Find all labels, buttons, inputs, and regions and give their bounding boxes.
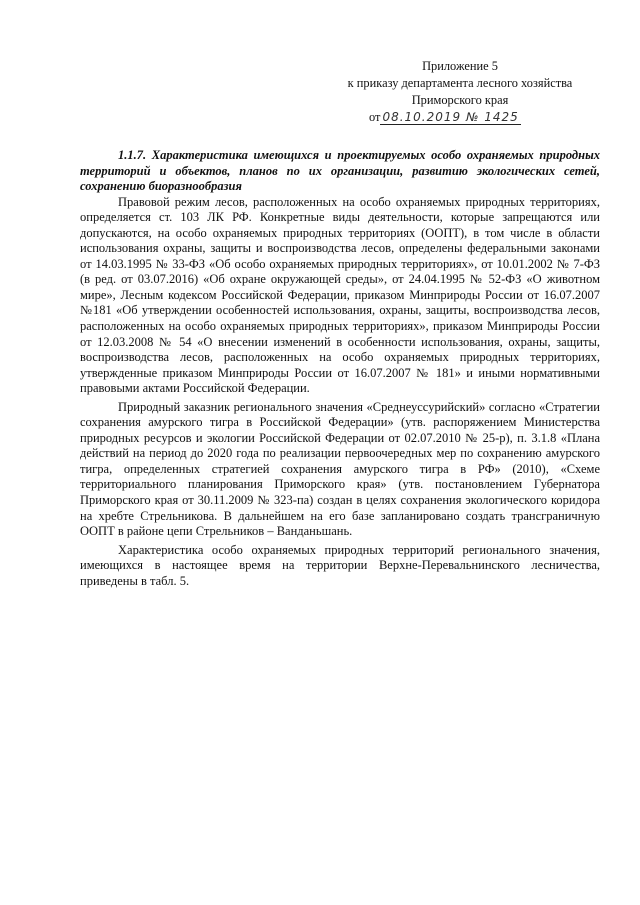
paragraph-characteristics: Характеристика особо охраняемых природных территорий регионального значения, имеющихся в настоящее время на территории Верхне-Перевальнинского лесничества, приведены в табл. 5. [80, 542, 600, 588]
appendix-number: Приложение 5 [422, 59, 498, 73]
paragraph-legal-regime: Правовой режим лесов, расположенных на особо охраняемых природных территориях, определяется ст. 103 ЛК РФ. Конкретные виды деятельности, которые запрещаются или допускаются, на особо охраняемых природных территориях (ООПТ), в том числе в области использования охраны, защиты и воспроизводства лесов, определены федеральными законами от 14.03.1995 № 33-ФЗ «Об особо охраняемых природных территориях», от 10.01.2002 № 7-ФЗ (в ред. от 03.07.2016) «Об охране окружающей среды», от 24.04.1995 № 52-ФЗ «О животном мире», Лесным кодексом Российской Федерации, приказом Минприроды России от 16.07.2007 №181 «Об утверждении особенностей использования, охраны, защиты, воспроизводства лесов, расположенных на особо охраняемых природных территориях», приказом Минприроды России от 12.03.2008 № 54 «О внесении изменений в особенности использования, охраны, защиты, воспроизводства лесов, расположенных на особо охраняемых природных территориях, утвержденные приказом Минприроды России от 16.07.2007 № 181» и иными нормативными правовыми актами Российской Федерации. [80, 194, 600, 396]
appendix-region-line: Приморского края [411, 93, 509, 107]
section-heading: 1.1.7. Характеристика имеющихся и проектируемых особо охраняемых природных территорий и объектов, планов по их организации, развитию экологических сетей, сохранению биоразнообразия [80, 148, 600, 194]
order-prefix: от [369, 110, 381, 124]
section-body [80, 148, 600, 589]
handwritten-order-date-number: 08.10.2019 № 1425 [382, 110, 519, 124]
appendix-header [320, 58, 600, 126]
appendix-order-line: к приказу департамента лесного хозяйства [347, 76, 573, 90]
paragraph-reserve: Природный заказник регионального значения «Среднеуссурийский» согласно «Стратегии сохранения амурского тигра в Российской Федерации» (утв. распоряжением Министерства природных ресурсов и экологии Российской Федерации от 02.07.2010 № 25-р), п. 3.1.8 «Плана действий на период до 2020 года по реализации первоочередных мер по сохранению амурского тигра, определенных стратегией сохранения амурского тигра в РФ» (2010), «Схеме территориального планирования Приморского края» (утв. постановлением Губернатора Приморского края от 30.11.2009 № 323-па) создан в целях сохранения экологического коридора на хребте Стрельникова. В дальнейшем на его базе запланировано создать трансграничную ООПТ в районе цепи Стрельников – Ванданьшань. [80, 399, 600, 539]
order-reference [320, 109, 600, 126]
